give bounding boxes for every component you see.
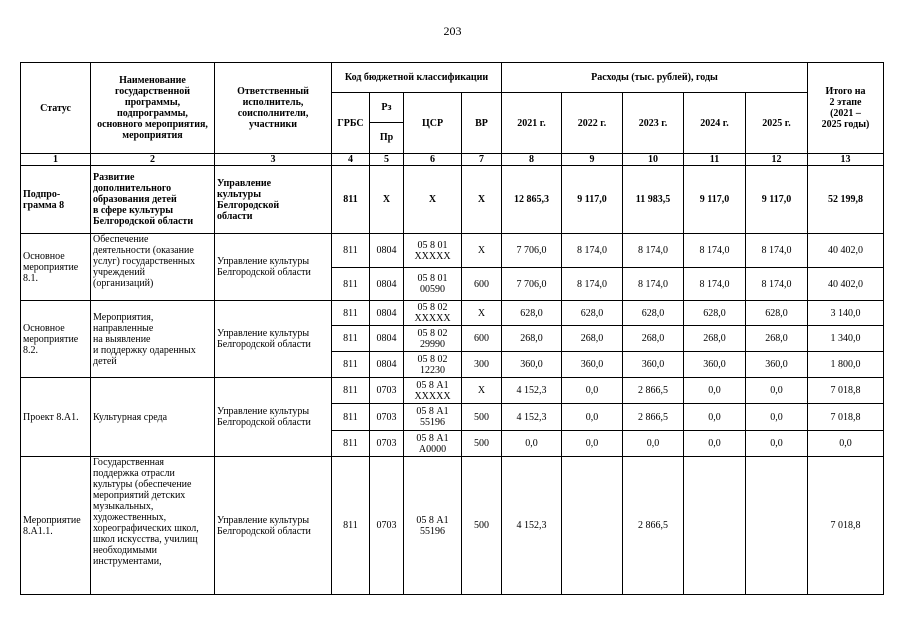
csr-cell: 05 8 01 ХХХХХ: [404, 234, 462, 268]
value-2023-cell: 8 174,0: [623, 268, 684, 301]
value-2022-cell: 268,0: [562, 326, 623, 352]
total-cell: 1 800,0: [808, 352, 884, 378]
value-2021-cell: 4 152,3: [502, 457, 562, 595]
status-cell: Основное мероприятие 8.2.: [21, 301, 91, 378]
value-2024-cell: 268,0: [684, 326, 746, 352]
column-number: 8: [502, 154, 562, 166]
value-2024-cell: 0,0: [684, 431, 746, 457]
value-2022-cell: 628,0: [562, 301, 623, 326]
csr-cell: 05 8 А1 ХХХХХ: [404, 378, 462, 404]
grbs-cell: 811: [332, 378, 370, 404]
grbs-cell: 811: [332, 431, 370, 457]
header-budget-code: Код бюджетной классификации: [332, 63, 502, 93]
header-year-2024: 2024 г.: [684, 93, 746, 154]
status-cell: Проект 8.А1.: [21, 378, 91, 457]
total-cell: 40 402,0: [808, 234, 884, 268]
value-2023-cell: 628,0: [623, 301, 684, 326]
header-pr: Пр: [379, 132, 394, 143]
value-2025-cell: [746, 457, 808, 595]
value-2024-cell: 8 174,0: [684, 268, 746, 301]
header-year-2025: 2025 г.: [746, 93, 808, 154]
value-2023-cell: 11 983,5: [623, 166, 684, 234]
value-2021-cell: 0,0: [502, 431, 562, 457]
status-cell: Подпро- грамма 8: [21, 166, 91, 234]
name-cell: Обеспечение деятельности (оказание услуг) государственных учреждений (организаций): [91, 234, 215, 301]
vr-cell: 600: [462, 268, 502, 301]
header-year-2021: 2021 г.: [502, 93, 562, 154]
value-2023-cell: 0,0: [623, 431, 684, 457]
value-2021-cell: 7 706,0: [502, 268, 562, 301]
executor-cell: Управление культуры Белгородской области: [215, 301, 332, 378]
vr-cell: 500: [462, 404, 502, 431]
rzpr-cell: 0804: [370, 234, 404, 268]
grbs-cell: 811: [332, 352, 370, 378]
value-2022-cell: [562, 457, 623, 595]
total-cell: 3 140,0: [808, 301, 884, 326]
csr-cell: 05 8 А1 55196: [404, 404, 462, 431]
column-number: 11: [684, 154, 746, 166]
value-2025-cell: 0,0: [746, 404, 808, 431]
value-2023-cell: 2 866,5: [623, 378, 684, 404]
csr-cell: 05 8 А1 55196: [404, 457, 462, 595]
value-2025-cell: 0,0: [746, 378, 808, 404]
value-2025-cell: 9 117,0: [746, 166, 808, 234]
vr-cell: Х: [462, 166, 502, 234]
value-2024-cell: 0,0: [684, 378, 746, 404]
grbs-cell: 811: [332, 301, 370, 326]
csr-cell: 05 8 02 ХХХХХ: [404, 301, 462, 326]
column-number: 1: [21, 154, 91, 166]
rzpr-cell: 0703: [370, 404, 404, 431]
column-number-row: [21, 154, 884, 166]
header-status: Статус: [21, 63, 91, 154]
column-number: 3: [215, 154, 332, 166]
header-year-2023: 2023 г.: [623, 93, 684, 154]
value-2022-cell: 8 174,0: [562, 268, 623, 301]
grbs-cell: 811: [332, 268, 370, 301]
column-number: 5: [370, 154, 404, 166]
value-2024-cell: 8 174,0: [684, 234, 746, 268]
value-2025-cell: 0,0: [746, 431, 808, 457]
value-2024-cell: [684, 457, 746, 595]
rzpr-cell: 0703: [370, 457, 404, 595]
value-2024-cell: 9 117,0: [684, 166, 746, 234]
grbs-cell: 811: [332, 457, 370, 595]
table-row: [21, 457, 884, 595]
value-2025-cell: 8 174,0: [746, 268, 808, 301]
value-2023-cell: 8 174,0: [623, 234, 684, 268]
value-2021-cell: 4 152,3: [502, 378, 562, 404]
total-cell: 7 018,8: [808, 378, 884, 404]
grbs-cell: 811: [332, 326, 370, 352]
header-executor: Ответственный исполнитель, соисполнители, участники: [215, 63, 332, 154]
value-2021-cell: 7 706,0: [502, 234, 562, 268]
executor-cell: Управление культуры Белгородской области: [215, 166, 332, 234]
column-number: 7: [462, 154, 502, 166]
status-cell: Основное мероприятие 8.1.: [21, 234, 91, 301]
vr-cell: 300: [462, 352, 502, 378]
value-2022-cell: 9 117,0: [562, 166, 623, 234]
csr-cell: 05 8 02 29990: [404, 326, 462, 352]
name-cell: Государственная поддержка отрасли культуры (обеспечение мероприятий детских музыкальных, художественных, хореографических школ, школ искусства, училищ необходимыми инструментами,: [91, 457, 215, 595]
value-2025-cell: 8 174,0: [746, 234, 808, 268]
value-2022-cell: 0,0: [562, 378, 623, 404]
csr-cell: 05 8 02 12230: [404, 352, 462, 378]
vr-cell: 600: [462, 326, 502, 352]
status-cell: Мероприятие 8.А1.1.: [21, 457, 91, 595]
total-cell: 40 402,0: [808, 268, 884, 301]
column-number: 9: [562, 154, 623, 166]
total-cell: 52 199,8: [808, 166, 884, 234]
column-number: 10: [623, 154, 684, 166]
name-cell: Развитие дополнительного образования детей в сфере культуры Белгородской области: [91, 166, 215, 234]
page-number: 203: [443, 24, 462, 38]
rzpr-cell: 0703: [370, 431, 404, 457]
column-number: 4: [332, 154, 370, 166]
header-total: Итого на 2 этапе (2021 – 2025 годы): [808, 63, 884, 154]
value-2024-cell: 360,0: [684, 352, 746, 378]
table-row: [21, 378, 884, 404]
rzpr-cell: 0703: [370, 378, 404, 404]
value-2021-cell: 268,0: [502, 326, 562, 352]
header-year-2022: 2022 г.: [562, 93, 623, 154]
name-cell: Мероприятия, направленные на выявление и поддержку одаренных детей: [91, 301, 215, 378]
value-2023-cell: 2 866,5: [623, 404, 684, 431]
value-2023-cell: 2 866,5: [623, 457, 684, 595]
vr-cell: Х: [462, 301, 502, 326]
grbs-cell: 811: [332, 234, 370, 268]
header-rz: Рз: [370, 93, 403, 123]
value-2021-cell: 4 152,3: [502, 404, 562, 431]
column-number: 13: [808, 154, 884, 166]
column-number: 2: [91, 154, 215, 166]
value-2025-cell: 360,0: [746, 352, 808, 378]
vr-cell: Х: [462, 234, 502, 268]
name-cell: Культурная среда: [91, 378, 215, 457]
rzpr-cell: 0804: [370, 326, 404, 352]
value-2022-cell: 0,0: [562, 404, 623, 431]
value-2022-cell: 360,0: [562, 352, 623, 378]
value-2021-cell: 628,0: [502, 301, 562, 326]
grbs-cell: 811: [332, 404, 370, 431]
value-2021-cell: 360,0: [502, 352, 562, 378]
header-grbs: ГРБС: [332, 93, 370, 154]
value-2023-cell: 268,0: [623, 326, 684, 352]
value-2024-cell: 0,0: [684, 404, 746, 431]
total-cell: 7 018,8: [808, 404, 884, 431]
header-expenses: Расходы (тыс. рублей), годы: [502, 63, 808, 93]
csr-cell: 05 8 А1 А0000: [404, 431, 462, 457]
vr-cell: 500: [462, 431, 502, 457]
column-number: 12: [746, 154, 808, 166]
budget-table: [20, 62, 884, 595]
vr-cell: 500: [462, 457, 502, 595]
total-cell: 7 018,8: [808, 457, 884, 595]
csr-cell: Х: [404, 166, 462, 234]
value-2024-cell: 628,0: [684, 301, 746, 326]
value-2025-cell: 268,0: [746, 326, 808, 352]
rzpr-cell: 0804: [370, 301, 404, 326]
table-row: [21, 301, 884, 326]
header-csr: ЦСР: [404, 93, 462, 154]
vr-cell: Х: [462, 378, 502, 404]
value-2022-cell: 8 174,0: [562, 234, 623, 268]
executor-cell: Управление культуры Белгородской области: [215, 378, 332, 457]
rzpr-cell: Х: [370, 166, 404, 234]
value-2021-cell: 12 865,3: [502, 166, 562, 234]
total-cell: 1 340,0: [808, 326, 884, 352]
grbs-cell: 811: [332, 166, 370, 234]
csr-cell: 05 8 01 00590: [404, 268, 462, 301]
table-row: [21, 166, 884, 234]
value-2025-cell: 628,0: [746, 301, 808, 326]
rzpr-cell: 0804: [370, 352, 404, 378]
column-number: 6: [404, 154, 462, 166]
value-2023-cell: 360,0: [623, 352, 684, 378]
executor-cell: Управление культуры Белгородской области: [215, 234, 332, 301]
table-row: [21, 234, 884, 268]
executor-cell: Управление культуры Белгородской области: [215, 457, 332, 595]
header-row: [21, 63, 884, 93]
value-2022-cell: 0,0: [562, 431, 623, 457]
total-cell: 0,0: [808, 431, 884, 457]
rzpr-cell: 0804: [370, 268, 404, 301]
header-name: Наименование государственной программы, подпрограммы, основного мероприятия, мероприятия: [91, 63, 215, 154]
header-vr: ВР: [462, 93, 502, 154]
header-rzpr: [370, 93, 404, 154]
